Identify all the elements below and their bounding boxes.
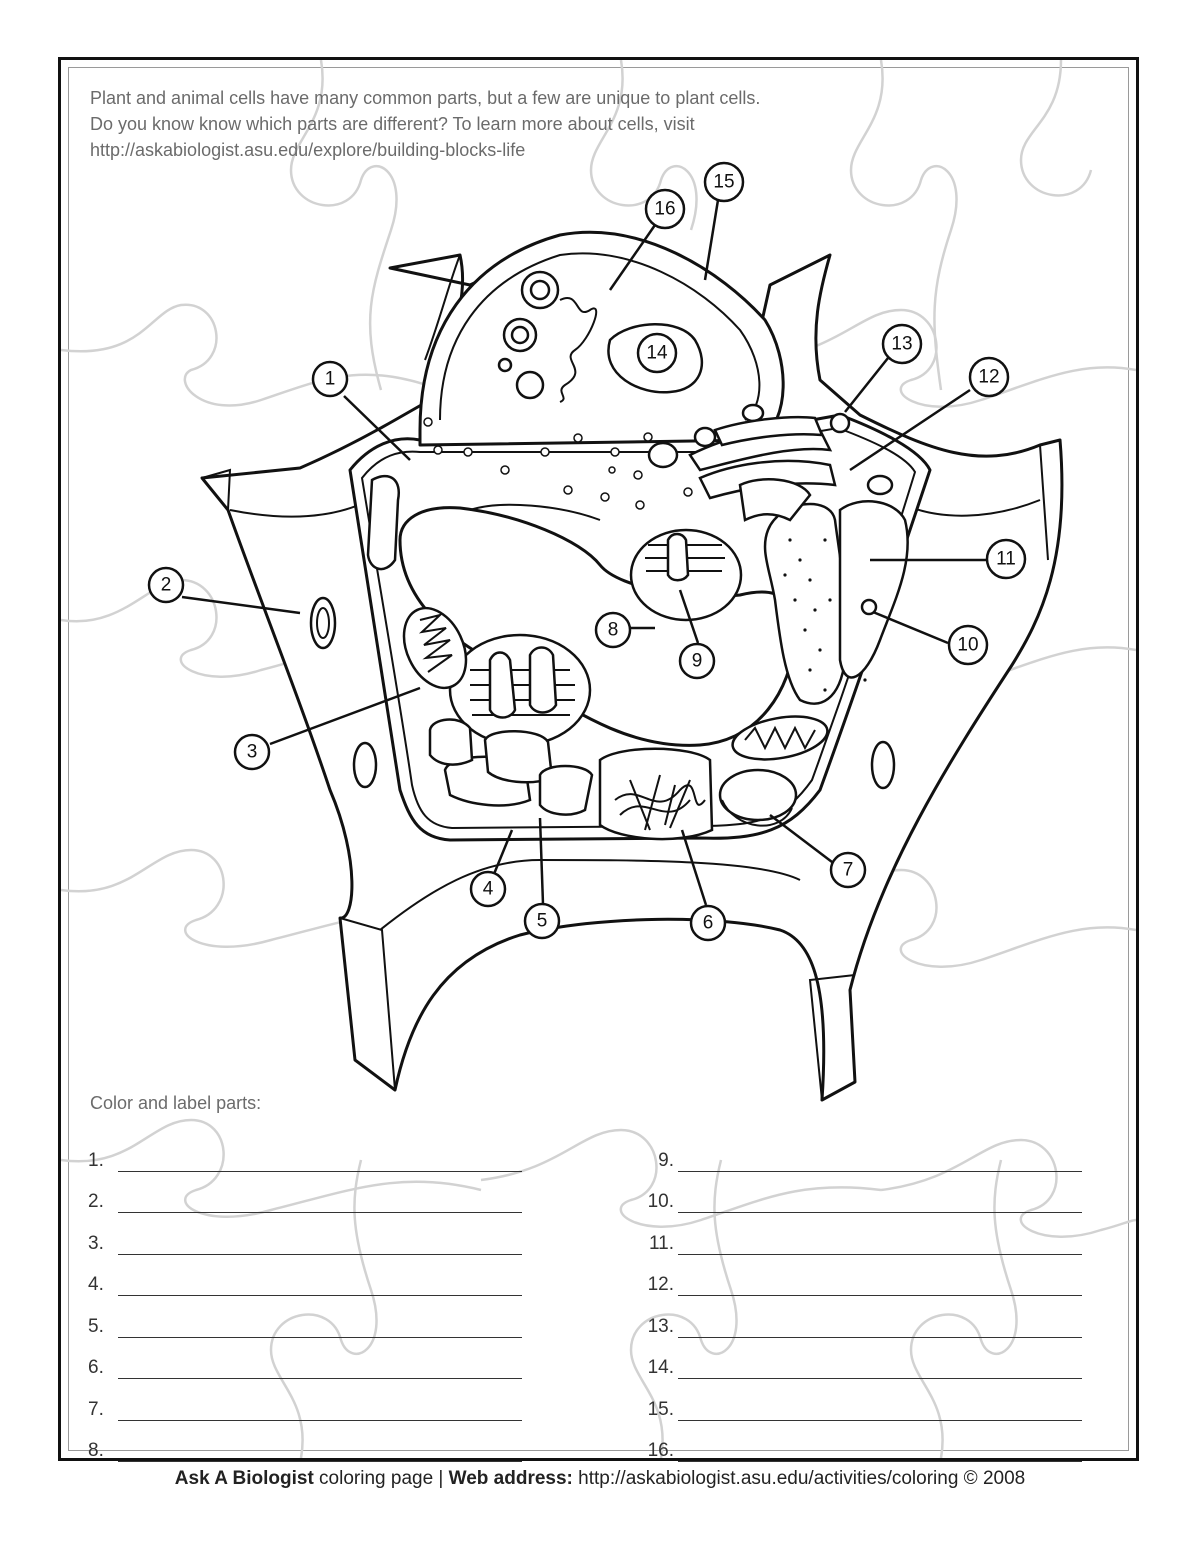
answer-blank[interactable] [678, 1236, 1082, 1255]
callout-4 [471, 872, 505, 906]
intro-line-2: Do you know know which parts are different? To learn more about cells, visit [90, 114, 695, 134]
answer-blank[interactable] [678, 1277, 1082, 1296]
svg-text:9: 9 [691, 650, 703, 672]
answer-row [636, 1379, 1082, 1421]
svg-text:13: 13 [891, 333, 913, 355]
svg-text:2: 2 [160, 574, 172, 596]
answer-row [88, 1421, 522, 1463]
answer-blank[interactable] [118, 1153, 522, 1172]
svg-text:8: 8 [607, 619, 619, 641]
answer-row [636, 1213, 1082, 1255]
answer-row [88, 1255, 522, 1297]
answer-number: 12. [647, 1274, 674, 1295]
callout-14 [638, 334, 676, 372]
svg-text:11: 11 [996, 548, 1016, 570]
callout-7 [831, 853, 865, 887]
answer-number: 7. [88, 1398, 104, 1420]
answer-number: 15. [647, 1398, 674, 1420]
answer-number: 14. [647, 1357, 674, 1378]
svg-text:10: 10 [957, 634, 979, 656]
svg-text:14: 14 [646, 342, 668, 364]
answer-number: 10. [647, 1191, 674, 1212]
answer-number: 16. [647, 1440, 674, 1461]
callout-11 [987, 540, 1025, 578]
answer-blank[interactable] [678, 1194, 1082, 1213]
callout-3 [235, 735, 269, 769]
label-heading: Color and label parts: [90, 1093, 262, 1113]
svg-text:5: 5 [536, 910, 548, 932]
answer-number: 2. [88, 1191, 104, 1212]
answer-blank[interactable] [678, 1402, 1082, 1421]
answer-blank[interactable] [678, 1153, 1082, 1172]
svg-text:1: 1 [324, 368, 336, 390]
callout-9 [680, 644, 714, 678]
answer-row [636, 1421, 1082, 1463]
answer-number: 9. [658, 1149, 674, 1171]
callout-16 [646, 190, 684, 228]
answer-blank[interactable] [118, 1236, 522, 1255]
footer-web-address: http://askabiologist.asu.edu/activities/coloring © 2008 [572, 1468, 1026, 1489]
answer-number: 4. [88, 1274, 104, 1295]
callout-15 [705, 163, 743, 201]
answer-number: 6. [88, 1357, 104, 1378]
answer-blank[interactable] [118, 1402, 522, 1421]
svg-text:3: 3 [246, 741, 258, 763]
intro-line-1: Plant and animal cells have many common parts, but a few are unique to plant cells. [90, 88, 761, 108]
answer-blank[interactable] [118, 1194, 522, 1213]
svg-text:15: 15 [713, 171, 735, 193]
answer-number: 8. [88, 1440, 104, 1461]
answer-blank[interactable] [118, 1277, 522, 1296]
footer [0, 1468, 1200, 1490]
callout-8 [596, 613, 630, 647]
answer-number: 1. [88, 1149, 104, 1171]
answer-row [88, 1130, 522, 1172]
svg-text:7: 7 [842, 859, 854, 881]
svg-text:4: 4 [482, 878, 494, 900]
answer-number: 3. [88, 1232, 104, 1254]
callout-6 [691, 906, 725, 940]
answer-row [88, 1296, 522, 1338]
intro-url: http://askabiologist.asu.edu/explore/building-blocks-life [90, 140, 526, 160]
answer-list-left [88, 1130, 522, 1462]
footer-web-label: Web address: [448, 1468, 573, 1489]
answer-number: 11. [648, 1232, 674, 1254]
footer-brand: Ask A Biologist [174, 1468, 314, 1489]
answer-blank[interactable] [678, 1360, 1082, 1379]
answer-row [636, 1296, 1082, 1338]
answer-row [636, 1130, 1082, 1172]
answer-blank[interactable] [118, 1319, 522, 1338]
callout-2 [149, 568, 183, 602]
answer-blank[interactable] [678, 1319, 1082, 1338]
answer-row [88, 1338, 522, 1380]
answer-list-right [636, 1130, 1082, 1462]
callout-13 [883, 325, 921, 363]
svg-text:12: 12 [978, 366, 1000, 388]
answer-blank[interactable] [118, 1443, 522, 1462]
answer-blank[interactable] [678, 1443, 1082, 1462]
svg-text:16: 16 [654, 198, 676, 220]
answer-row [636, 1172, 1082, 1214]
answer-row [88, 1379, 522, 1421]
answer-row [636, 1338, 1082, 1380]
answer-number: 5. [88, 1315, 104, 1337]
callout-12 [970, 358, 1008, 396]
footer-brand-suffix: coloring page | [313, 1468, 449, 1489]
nucleus [420, 232, 783, 445]
svg-text:6: 6 [702, 912, 714, 934]
answer-row [636, 1255, 1082, 1297]
callout-1 [313, 362, 347, 396]
answer-number: 13. [647, 1315, 674, 1337]
answer-row [88, 1172, 522, 1214]
callout-10 [949, 626, 987, 664]
answer-row [88, 1213, 522, 1255]
callout-5 [525, 904, 559, 938]
answer-blank[interactable] [118, 1360, 522, 1379]
